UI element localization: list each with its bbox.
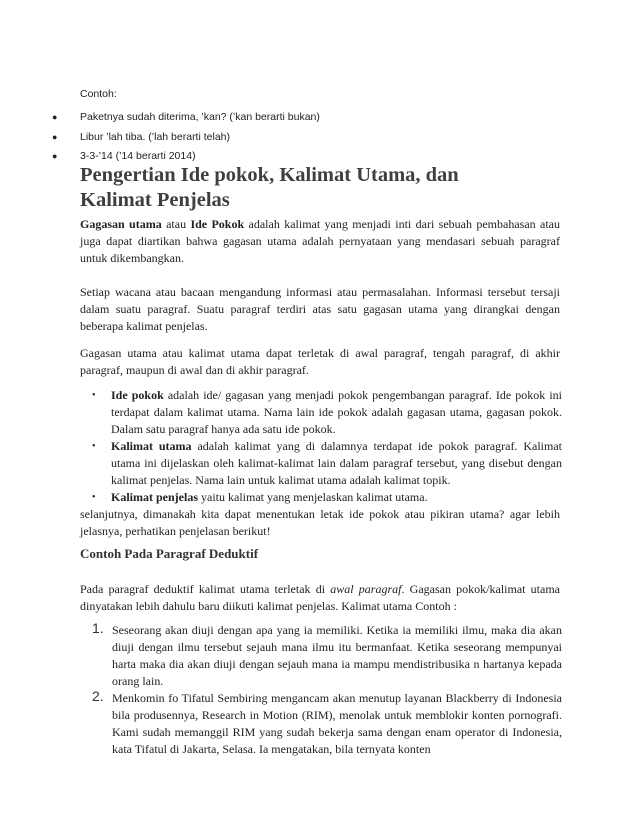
example-list <box>92 622 562 758</box>
bullet-icon: ● <box>52 131 58 142</box>
definition-term: Kalimat utama <box>111 439 192 453</box>
definition-list <box>92 387 562 506</box>
paragraph-deduktif <box>80 581 560 615</box>
bullet-icon: ● <box>52 151 58 161</box>
paragraph-wacana: Setiap wacana atau bacaan mengandung informasi atau permasalahan. Informasi tersebut tersaji dalam suatu paragraf. Suatu paragraf terdiri atas satu gagasan utama yang dirangkai dengan beberapa kalimat penjelas. <box>80 285 560 333</box>
example-text: Seseorang akan diuji dengan apa yang ia memiliki. Ketika ia memiliki ilmu, maka dia akan diuji dengan ilmu tersebut sejauh mana ilmu itu bermanfaat. Ketika seseorang mempunyai harta maka dia akan diuji dengan sejauh mana ia mampu mendistribusika n hartanya kepada orang lain. <box>112 623 562 688</box>
bullet-icon: • <box>92 390 96 401</box>
paragraph-selanjutnya: selanjutnya, dimanakah kita dapat menentukan letak ide pokok atau pikiran utama? agar lebih jelasnya, perhatikan penjelasan berikut! <box>80 507 560 538</box>
list-number: 1. <box>92 620 104 636</box>
list-item <box>52 128 320 148</box>
paragraph-text: Pada paragraf deduktif kalimat utama terletak di <box>80 582 331 596</box>
term-ide-pokok: Ide Pokok <box>190 217 245 231</box>
list-item <box>92 387 562 438</box>
paragraph-definition <box>80 216 560 267</box>
bullet-icon: • <box>92 441 96 452</box>
intro-label: Contoh: <box>80 88 117 100</box>
bullet-icon: • <box>92 492 96 503</box>
list-item <box>92 489 562 506</box>
definition-term: Kalimat penjelas <box>111 490 198 504</box>
list-item-text: Libur ’lah tiba. (’lah berarti telah) <box>80 130 230 143</box>
list-item <box>92 690 562 758</box>
emphasis-awal-paragraf: awal paragraf <box>330 582 402 596</box>
definition-text: adalah kalimat yang di dalamnya terdapat ide pokok paragraf. Kalimat utama ini dijelaskan oleh kalimat-kalimat lain dalam paragraf tersebut, yang disebut dengan kalimat penjelas. Nama lain untuk kalimat utama adalah kalimat topik. <box>111 439 562 487</box>
definition-text: yaitu kalimat yang menjelaskan kalimat utama. <box>198 490 428 504</box>
list-item-text: 3-3-’14 (’14 berarti 2014) <box>80 150 196 162</box>
list-item-text: Paketnya sudah diterima, ’kan? (’kan berarti bukan) <box>80 111 320 123</box>
intro-list <box>52 108 320 167</box>
list-item <box>92 438 562 489</box>
definition-term: Ide pokok <box>111 388 164 402</box>
paragraph-text: . Gagasan pokok/kalimat utama dinyatakan lebih dahulu baru diikuti kalimat penjelas. Kalimat utama Contoh : <box>80 582 561 613</box>
term-gagasan-utama: Gagasan utama <box>80 217 162 231</box>
paragraph-text: atau <box>161 217 191 231</box>
subheading-deduktif: Contoh Pada Paragraf Deduktif <box>80 546 259 561</box>
list-item <box>52 108 320 128</box>
list-item <box>92 622 562 690</box>
paragraph-letak: Gagasan utama atau kalimat utama dapat terletak di awal paragraf, tengah paragraf, di akhir paragraf, maupun di awal dan di akhir paragraf. <box>80 346 560 377</box>
example-text: Menkomin fo Tifatul Sembiring mengancam akan menutup layanan Blackberry di Indonesia bila produsennya, Research in Motion (RIM), menolak untuk memblokir konten pornografi. Kami sudah memanggil RIM yang sudah bekerja sama dengan enam operator di Indonesia, kata Tifatul di Jakarta, Selasa. Ia mengatakan, bila ternyata konten <box>112 691 562 756</box>
paragraph-text: adalah kalimat yang menjadi inti dari sebuah pembahasan atau juga dapat diartikan bahwa gagasan utama adalah pernyataan yang mendasari sebuah paragraf untuk dikembangkan. <box>80 217 560 265</box>
definition-text: adalah ide/ gagasan yang menjadi pokok pengembangan paragraf. Ide pokok ini terdapat dalam kalimat utama. Nama lain ide pokok adalah gagasan utama, gagasan pokok. Dalam satu paragraf hanya ada satu ide pokok. <box>111 388 562 436</box>
list-number: 2. <box>92 688 104 704</box>
bullet-icon: ● <box>52 112 58 122</box>
section-title: Pengertian Ide pokok, Kalimat Utama, dan Kalimat Penjelas <box>80 164 459 211</box>
